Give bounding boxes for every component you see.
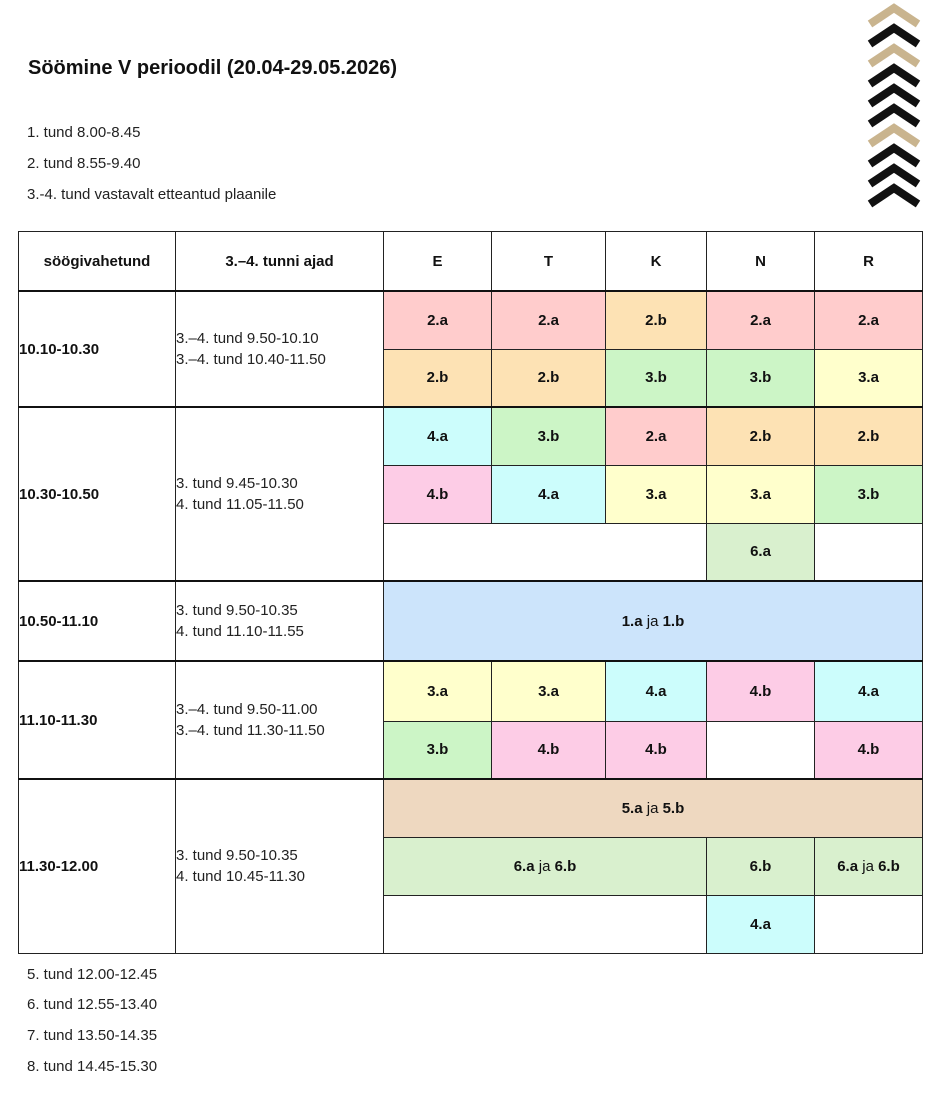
- lesson-hours-line: 3. tund 9.50-10.35: [176, 847, 298, 865]
- schedule-line: 5. tund 12.00-12.45: [27, 966, 158, 983]
- class-cell: 6.b: [707, 837, 815, 895]
- class-label: 6.a: [513, 857, 535, 875]
- break-time-cell: 10.30-10.50: [19, 407, 176, 581]
- lesson-hours-line: 3.–4. tund 9.50-10.10: [176, 330, 319, 347]
- joiner-label: ja: [646, 612, 659, 630]
- class-cell: 4.a: [606, 661, 707, 721]
- class-cell: 2.b: [384, 349, 492, 407]
- table-row: [19, 661, 923, 721]
- lesson-hours-cell: [176, 661, 384, 779]
- schedule-line: 1. tund 8.00-8.45: [27, 124, 141, 141]
- empty-cell: [707, 721, 815, 779]
- class-cell: 3.a: [492, 661, 606, 721]
- class-cell: 2.a: [606, 407, 707, 465]
- lunch-schedule-table: [18, 231, 923, 954]
- column-header-hours: 3.–4. tunni ajad: [176, 232, 384, 292]
- empty-cell: [815, 895, 923, 953]
- class-cell: 3.b: [492, 407, 606, 465]
- class-cell: 2.b: [707, 407, 815, 465]
- class-cell: [384, 837, 707, 895]
- class-cell: 3.b: [815, 465, 923, 523]
- lesson-hours-line: 3. tund 9.50-10.35: [176, 602, 298, 619]
- column-header-day: T: [492, 232, 606, 292]
- schedule-line: 7. tund 13.50-14.35: [27, 1027, 158, 1044]
- class-cell: 4.a: [492, 465, 606, 523]
- schedule-line: 3.-4. tund vastavalt etteantud plaanile: [27, 186, 277, 203]
- lesson-hours-cell: [176, 291, 384, 407]
- class-cell: 2.a: [384, 291, 492, 349]
- class-cell: 2.b: [492, 349, 606, 407]
- class-cell: 4.a: [815, 661, 923, 721]
- schedule-line: 6. tund 12.55-13.40: [27, 996, 158, 1013]
- joiner-label: ja: [538, 857, 551, 875]
- lesson-hours-line: 3. tund 9.45-10.30: [176, 475, 298, 492]
- table-header-row: [19, 232, 923, 292]
- column-header-day: E: [384, 232, 492, 292]
- column-header-break: söögivahetund: [19, 232, 176, 292]
- lesson-hours-line: 3.–4. tund 10.40-11.50: [176, 351, 326, 368]
- class-cell: 4.b: [606, 721, 707, 779]
- break-time-cell: 10.50-11.10: [19, 581, 176, 661]
- lesson-hours-line: 3.–4. tund 11.30-11.50: [176, 722, 325, 739]
- lesson-hours-line: 4. tund 10.45-11.30: [176, 868, 305, 886]
- break-time-cell: 11.10-11.30: [19, 661, 176, 779]
- class-cell: 4.b: [492, 721, 606, 779]
- schedule-line: 2. tund 8.55-9.40: [27, 155, 141, 172]
- class-cell: 3.b: [606, 349, 707, 407]
- column-header-day: N: [707, 232, 815, 292]
- class-cell: 2.a: [492, 291, 606, 349]
- class-cell: 2.b: [815, 407, 923, 465]
- column-header-day: K: [606, 232, 707, 292]
- class-cell: 2.b: [606, 291, 707, 349]
- class-cell: 3.b: [707, 349, 815, 407]
- empty-cell: [815, 523, 923, 581]
- lesson-hours-cell: [176, 779, 384, 953]
- class-cell: 4.b: [707, 661, 815, 721]
- class-label: 5.a: [621, 799, 643, 817]
- class-cell: [384, 779, 923, 837]
- lesson-hours-line: 3.–4. tund 9.50-11.00: [176, 701, 318, 718]
- class-cell: 2.a: [707, 291, 815, 349]
- lesson-hours-cell: [176, 581, 384, 661]
- class-cell: 6.a: [707, 523, 815, 581]
- class-cell: 2.a: [815, 291, 923, 349]
- class-cell: 4.b: [384, 465, 492, 523]
- class-cell: 3.a: [815, 349, 923, 407]
- joiner-label: ja: [862, 857, 874, 875]
- table-row: [19, 291, 923, 349]
- class-cell: 3.a: [606, 465, 707, 523]
- break-time-cell: 10.10-10.30: [19, 291, 176, 407]
- empty-cell: [384, 523, 707, 581]
- table-row: [19, 407, 923, 465]
- class-cell: 3.b: [384, 721, 492, 779]
- break-time-cell: 11.30-12.00: [19, 779, 176, 953]
- class-label: 6.a: [837, 857, 859, 875]
- class-cell: 3.a: [707, 465, 815, 523]
- lesson-hours-cell: [176, 407, 384, 581]
- class-cell: 4.a: [384, 407, 492, 465]
- class-cell: [384, 581, 923, 661]
- page-title: Söömine V perioodil (20.04-29.05.2026): [28, 57, 398, 79]
- class-cell: [815, 837, 923, 895]
- class-cell: 4.b: [815, 721, 923, 779]
- table-row: [19, 581, 923, 661]
- class-cell: 4.a: [707, 895, 815, 953]
- class-label: 1.a: [621, 612, 643, 630]
- empty-cell: [384, 895, 707, 953]
- joiner-label: ja: [646, 799, 659, 817]
- class-label: 6.b: [878, 857, 900, 875]
- schedule-line: 8. tund 14.45-15.30: [27, 1058, 158, 1075]
- class-label: 5.b: [662, 799, 685, 817]
- lesson-hours-line: 4. tund 11.10-11.55: [176, 623, 304, 640]
- table-row: [19, 779, 923, 837]
- class-cell: 3.a: [384, 661, 492, 721]
- chevron-pattern-icon: [866, 0, 922, 220]
- column-header-day: R: [815, 232, 923, 292]
- lesson-hours-line: 4. tund 11.05-11.50: [176, 496, 304, 513]
- class-label: 6.b: [554, 857, 577, 875]
- class-label: 1.b: [662, 612, 685, 630]
